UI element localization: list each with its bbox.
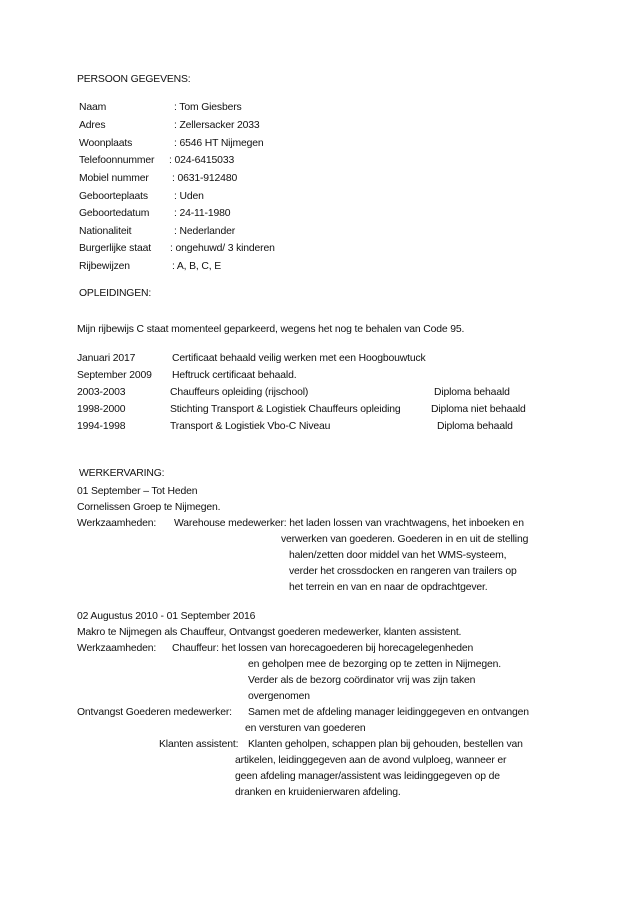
edu-course-5: Transport & Logistiek Vbo-C Niveau bbox=[170, 421, 331, 432]
job2-chauffeur-line-4: overgenomen bbox=[248, 691, 310, 702]
label-mobiel: Mobiel nummer bbox=[79, 173, 149, 184]
job2-ontvangst-line-2: en versturen van goederen bbox=[245, 723, 366, 734]
label-burgerlijke-staat: Burgerlijke staat bbox=[79, 243, 151, 254]
label-telefoon: Telefoonnummer bbox=[79, 155, 155, 166]
job2-ontvangst-line-1: Samen met de afdeling manager leidinggegeven en ontvangen bbox=[248, 707, 529, 718]
edu-date-3: 2003-2003 bbox=[77, 387, 126, 398]
job1-label: Werkzaamheden: bbox=[77, 518, 157, 529]
label-geboortedatum: Geboortedatum bbox=[79, 208, 150, 219]
job2-chauffeur-line-2: en geholpen mee de bezorging op te zetten in Nijmegen. bbox=[248, 659, 502, 670]
value-geboortedatum: : 24-11-1980 bbox=[174, 208, 231, 219]
value-naam: : Tom Giesbers bbox=[174, 102, 242, 113]
edu-date-4: 1998-2000 bbox=[77, 404, 126, 415]
edu-course-4: Stichting Transport & Logistiek Chauffeurs opleiding bbox=[170, 404, 401, 415]
edu-course-1: Certificaat behaald veilig werken met een Hoogbouwtuck bbox=[172, 353, 426, 364]
value-geboorteplaats: : Uden bbox=[174, 191, 204, 202]
value-rijbewijzen: : A, B, C, E bbox=[172, 261, 222, 272]
personal-heading: PERSOON GEGEVENS: bbox=[77, 74, 191, 85]
edu-date-1: Januari 2017 bbox=[77, 353, 136, 364]
job1-company: Cornelissen Groep te Nijmegen. bbox=[77, 502, 221, 513]
edu-date-2: September 2009 bbox=[77, 370, 152, 381]
edu-result-3: Diploma behaald bbox=[434, 387, 510, 398]
job2-klanten-line-4: dranken en kruidenierwaren afdeling. bbox=[235, 787, 401, 798]
job2-company: Makro te Nijmegen als Chauffeur, Ontvangst goederen medewerker, klanten assistent. bbox=[77, 627, 462, 638]
job1-line-2: verwerken van goederen. Goederen in en uit de stelling bbox=[281, 534, 529, 545]
value-woonplaats: : 6546 HT Nijmegen bbox=[174, 138, 264, 149]
label-geboorteplaats: Geboorteplaats bbox=[79, 191, 148, 202]
label-woonplaats: Woonplaats bbox=[79, 138, 133, 149]
job2-klanten-line-3: geen afdeling manager/assistent was leidinggegeven op de bbox=[235, 771, 500, 782]
edu-course-3: Chauffeurs opleiding (rijschool) bbox=[170, 387, 309, 398]
value-telefoon: : 024-6415033 bbox=[169, 155, 235, 166]
value-mobiel: : 0631-912480 bbox=[172, 173, 238, 184]
job1-period: 01 September – Tot Heden bbox=[77, 486, 198, 497]
edu-result-5: Diploma behaald bbox=[437, 421, 513, 432]
value-nationaliteit: : Nederlander bbox=[174, 226, 236, 237]
job2-ontvangst-label: Ontvangst Goederen medewerker: bbox=[77, 707, 232, 718]
value-burgerlijke-staat: : ongehuwd/ 3 kinderen bbox=[170, 243, 275, 254]
education-note: Mijn rijbewijs C staat momenteel geparkeerd, wegens het nog te behalen van Code 95. bbox=[77, 324, 465, 335]
job2-klanten-label: Klanten assistent: bbox=[159, 739, 239, 750]
job2-chauffeur-line-3: Verder als de bezorg coördinator vrij was zijn taken bbox=[248, 675, 476, 686]
label-adres: Adres bbox=[79, 120, 106, 131]
label-naam: Naam bbox=[79, 102, 107, 113]
job1-line-5: het terrein en van en naar de opdrachtgever. bbox=[289, 582, 488, 593]
job2-period: 02 Augustus 2010 - 01 September 2016 bbox=[77, 611, 256, 622]
edu-date-5: 1994-1998 bbox=[77, 421, 126, 432]
job2-chauffeur-line-1: Chauffeur: het lossen van horecagoederen bij horecagelegenheden bbox=[172, 643, 474, 654]
edu-result-4: Diploma niet behaald bbox=[431, 404, 526, 415]
work-heading: WERKERVARING: bbox=[79, 468, 165, 479]
job2-klanten-line-1: Klanten geholpen, schappen plan bij gehouden, bestellen van bbox=[248, 739, 523, 750]
edu-course-2: Heftruck certificaat behaald. bbox=[172, 370, 297, 381]
job2-label: Werkzaamheden: bbox=[77, 643, 157, 654]
job1-line-3: halen/zetten door middel van het WMS-systeem, bbox=[289, 550, 507, 561]
job2-klanten-line-2: artikelen, leidinggegeven aan de avond vulploeg, wanneer er bbox=[235, 755, 507, 766]
value-adres: : Zellersacker 2033 bbox=[174, 120, 260, 131]
label-rijbewijzen: Rijbewijzen bbox=[79, 261, 130, 272]
job1-line-1: Warehouse medewerker: het laden lossen van vrachtwagens, het inboeken en bbox=[174, 518, 524, 529]
education-heading: OPLEIDINGEN: bbox=[79, 288, 152, 299]
job1-line-4: verder het crossdocken en rangeren van trailers op bbox=[289, 566, 517, 577]
label-nationaliteit: Nationaliteit bbox=[79, 226, 132, 237]
